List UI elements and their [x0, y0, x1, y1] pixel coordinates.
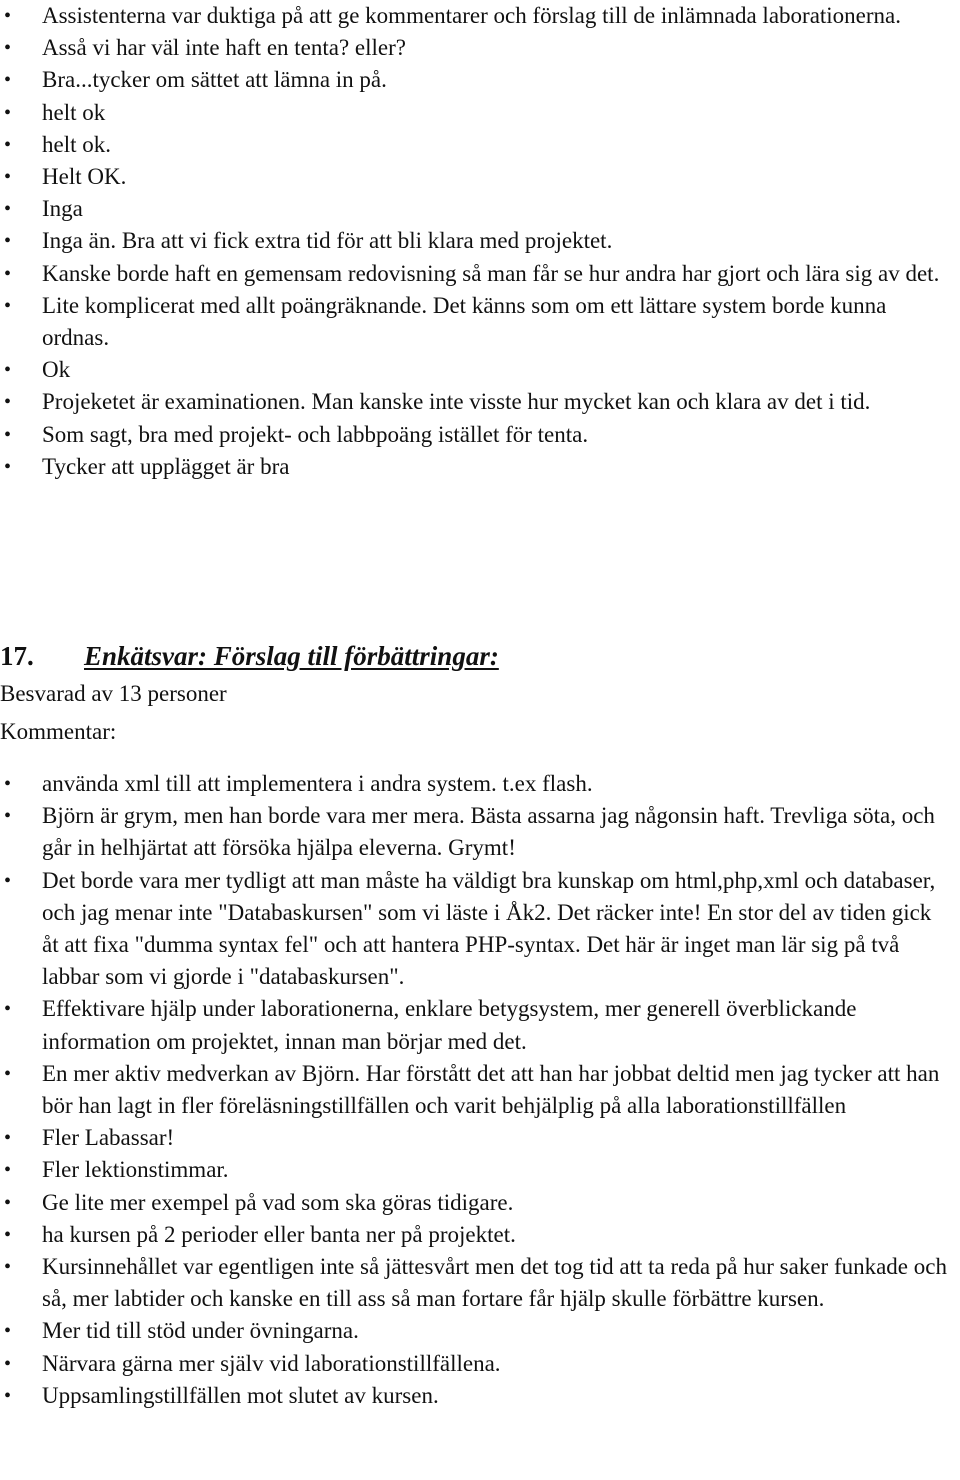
list-item: [0, 1380, 960, 1412]
comment-text: Projeketet är examinationen. Man kanske inte visste hur mycket kan och klara av det i tid.: [42, 389, 871, 415]
section-number: 17.: [0, 641, 34, 671]
comment-text: Kursinnehållet var egentligen inte så jättesvårt men det tog tid att ta reda på hur saker funkade och så, mer labtider och kanske en till ass så man fortare får hjälp skulle förbättre kursen.: [42, 1254, 947, 1312]
bullet-icon: •: [4, 1256, 12, 1279]
bullet-icon: •: [4, 5, 12, 27]
list-item: [0, 97, 960, 129]
previous-comments-list: [0, 0, 960, 483]
bullet-icon: •: [4, 69, 12, 92]
section-heading: [0, 636, 960, 676]
comment-text: Effektivare hjälp under laborationerna, enklare betygsystem, mer generell överblickande information om projektet, innan man börjar med det.: [42, 996, 857, 1054]
comment-text: Björn är grym, men han borde vara mer mera. Bästa assarna jag någonsin haft. Trevliga söta, och går in helhjärtat att försöka hjälpa eleverna. Grymt!: [42, 803, 935, 861]
comment-text: Fler Labassar!: [42, 1125, 175, 1151]
section-title: Enkätsvar: Förslag till förbättringar:: [84, 641, 499, 671]
list-item: [0, 1219, 960, 1251]
comment-text: ha kursen på 2 perioder eller banta ner på projektet.: [42, 1221, 516, 1247]
list-item: [0, 32, 960, 64]
bullet-icon: •: [4, 133, 12, 156]
list-item: [0, 1058, 960, 1122]
list-item: [0, 129, 960, 161]
bullet-icon: •: [4, 294, 12, 317]
comment-text: Lite komplicerat med allt poängräknande. Det känns som om ett lättare system borde kunna ordnas.: [42, 292, 887, 351]
comment-text: En mer aktiv medverkan av Björn. Har förstått det att han har jobbat deltid men jag tycker att han bör han lagt in fler föreläsningstillfällen och varit behjälplig på alla laborationstillfällen: [42, 1060, 940, 1119]
bullet-icon: •: [4, 391, 12, 414]
bullet-icon: •: [4, 455, 12, 478]
bullet-icon: •: [4, 198, 12, 221]
comment-text: Närvara gärna mer själv vid laborationstillfällena.: [42, 1350, 501, 1376]
list-item: [0, 451, 960, 483]
bullet-icon: •: [4, 1127, 12, 1150]
list-item: [0, 419, 960, 451]
list-item: [0, 993, 960, 1057]
bullet-icon: •: [4, 869, 12, 892]
bullet-icon: •: [4, 805, 12, 828]
bullet-icon: •: [4, 262, 12, 285]
comment-text: använda xml till att implementera i andra system. t.ex flash.: [42, 771, 593, 796]
comment-text: Helt OK.: [42, 164, 127, 190]
comment-text: helt ok.: [42, 131, 111, 157]
list-item: [0, 0, 960, 32]
comment-text: helt ok: [42, 99, 106, 125]
bullet-icon: •: [4, 166, 12, 189]
bullet-icon: •: [4, 998, 12, 1021]
list-item: [0, 225, 960, 257]
comment-text: Assistenterna var duktiga på att ge kommentarer och förslag till de inlämnada laborationerna.: [42, 3, 902, 28]
comment-text: Asså vi har väl inte haft en tenta? eller?: [42, 35, 407, 61]
bullet-icon: •: [4, 230, 12, 253]
list-item: [0, 290, 960, 354]
list-item: [0, 1154, 960, 1186]
bullet-icon: •: [4, 1191, 12, 1214]
list-item: [0, 1348, 960, 1380]
bullet-icon: •: [4, 1320, 12, 1343]
comment-text: Fler lektionstimmar.: [42, 1157, 229, 1183]
list-item: [0, 161, 960, 193]
bullet-icon: •: [4, 1384, 12, 1407]
comment-text: Inga: [42, 196, 83, 222]
bullet-icon: •: [4, 1223, 12, 1246]
bullet-icon: •: [4, 101, 12, 124]
comment-text: Bra...tycker om sättet att lämna in på.: [42, 67, 387, 93]
list-item: [0, 354, 960, 386]
comment-label: Kommentar:: [0, 719, 117, 744]
comment-text: Ge lite mer exempel på vad som ska göras tidigare.: [42, 1189, 514, 1215]
answered-count: Besvarad av 13 personer: [0, 681, 227, 706]
list-item: [0, 800, 960, 864]
comment-text: Som sagt, bra med projekt- och labbpoäng istället för tenta.: [42, 421, 589, 447]
bullet-icon: •: [4, 1062, 12, 1085]
list-item: [0, 258, 960, 290]
list-item: [0, 193, 960, 225]
comment-text: Inga än. Bra att vi fick extra tid för att bli klara med projektet.: [42, 228, 613, 254]
bullet-icon: •: [4, 423, 12, 446]
bullet-icon: •: [4, 1159, 12, 1182]
comment-text: Kanske borde haft en gemensam redovisning så man får se hur andra har gjort och lära sig av det.: [42, 260, 940, 286]
comment-text: Mer tid till stöd under övningarna.: [42, 1318, 359, 1344]
list-item: [0, 1251, 960, 1315]
improvement-comments-list: [0, 768, 960, 1412]
list-item: [0, 386, 960, 418]
survey-section: [0, 636, 960, 1412]
list-item: [0, 768, 960, 800]
comment-text: Det borde vara mer tydligt att man måste ha väldigt bra kunskap om html,php,xml och databaser, och jag menar inte "Databaskursen" som vi läste i Åk2. Det räcker inte! En stor del av tiden gick åt att fixa "dumma syntax fel" och att hantera PHP-syntax. Det här är inget man lär sig på två labbar som vi gjorde i "databaskursen".: [42, 867, 936, 990]
list-item: [0, 1122, 960, 1154]
list-item: [0, 1315, 960, 1347]
bullet-icon: •: [4, 773, 12, 795]
comment-text: Tycker att upplägget är bra: [42, 453, 290, 479]
comment-text: Uppsamlingstillfällen mot slutet av kursen.: [42, 1382, 439, 1408]
bullet-icon: •: [4, 1352, 12, 1375]
list-item: [0, 1187, 960, 1219]
bullet-icon: •: [4, 359, 12, 382]
comment-text: Ok: [42, 357, 71, 383]
bullet-icon: •: [4, 37, 12, 60]
list-item: [0, 64, 960, 96]
list-item: [0, 865, 960, 994]
